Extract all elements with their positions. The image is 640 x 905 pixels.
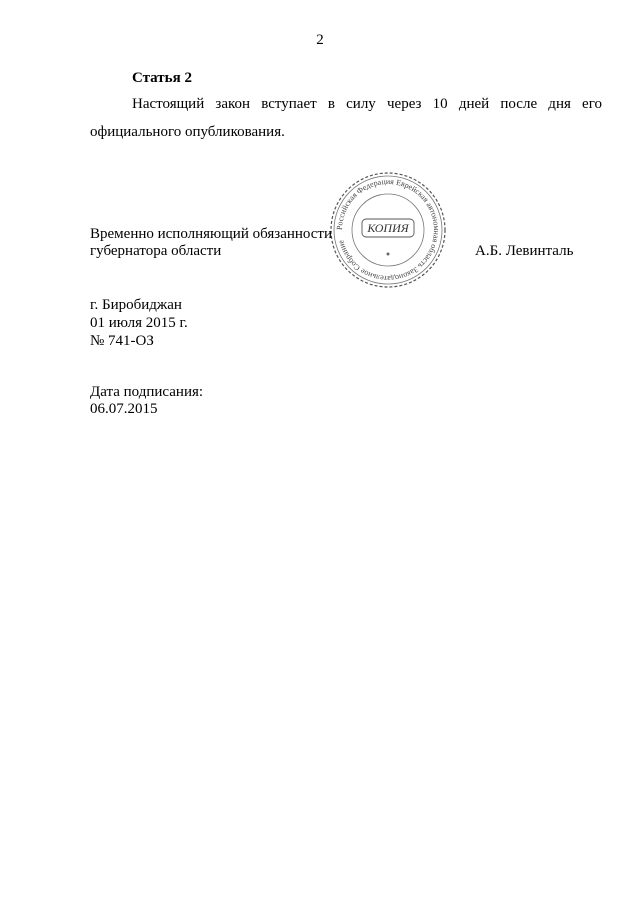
signing-date-label: Дата подписания: <box>90 384 204 400</box>
issuance-place: г. Биробиджан <box>90 297 182 313</box>
signatory-title-line-1: Временно исполняющий обязанности <box>90 226 333 242</box>
page-number: 2 <box>316 32 324 48</box>
article-heading: Статья 2 <box>132 70 192 86</box>
signatory-title-line-2: губернатора области <box>90 243 222 259</box>
law-number: № 741-ОЗ <box>90 333 154 349</box>
article-text-line-2: официального опубликования. <box>90 124 285 140</box>
issuance-date: 01 июля 2015 г. <box>90 315 188 331</box>
signing-date: 06.07.2015 <box>90 401 158 417</box>
article-text-line-1: Настоящий закон вступает в силу через 10 дней после дня его <box>132 96 602 112</box>
seal-center-text: КОПИЯ <box>367 221 409 235</box>
signatory-name: А.Б. Левинталь <box>475 243 574 259</box>
seal-ring-text: Российская Федерация Еврейская автономная область Законодательное Собрание <box>334 176 442 284</box>
official-seal <box>328 170 448 290</box>
